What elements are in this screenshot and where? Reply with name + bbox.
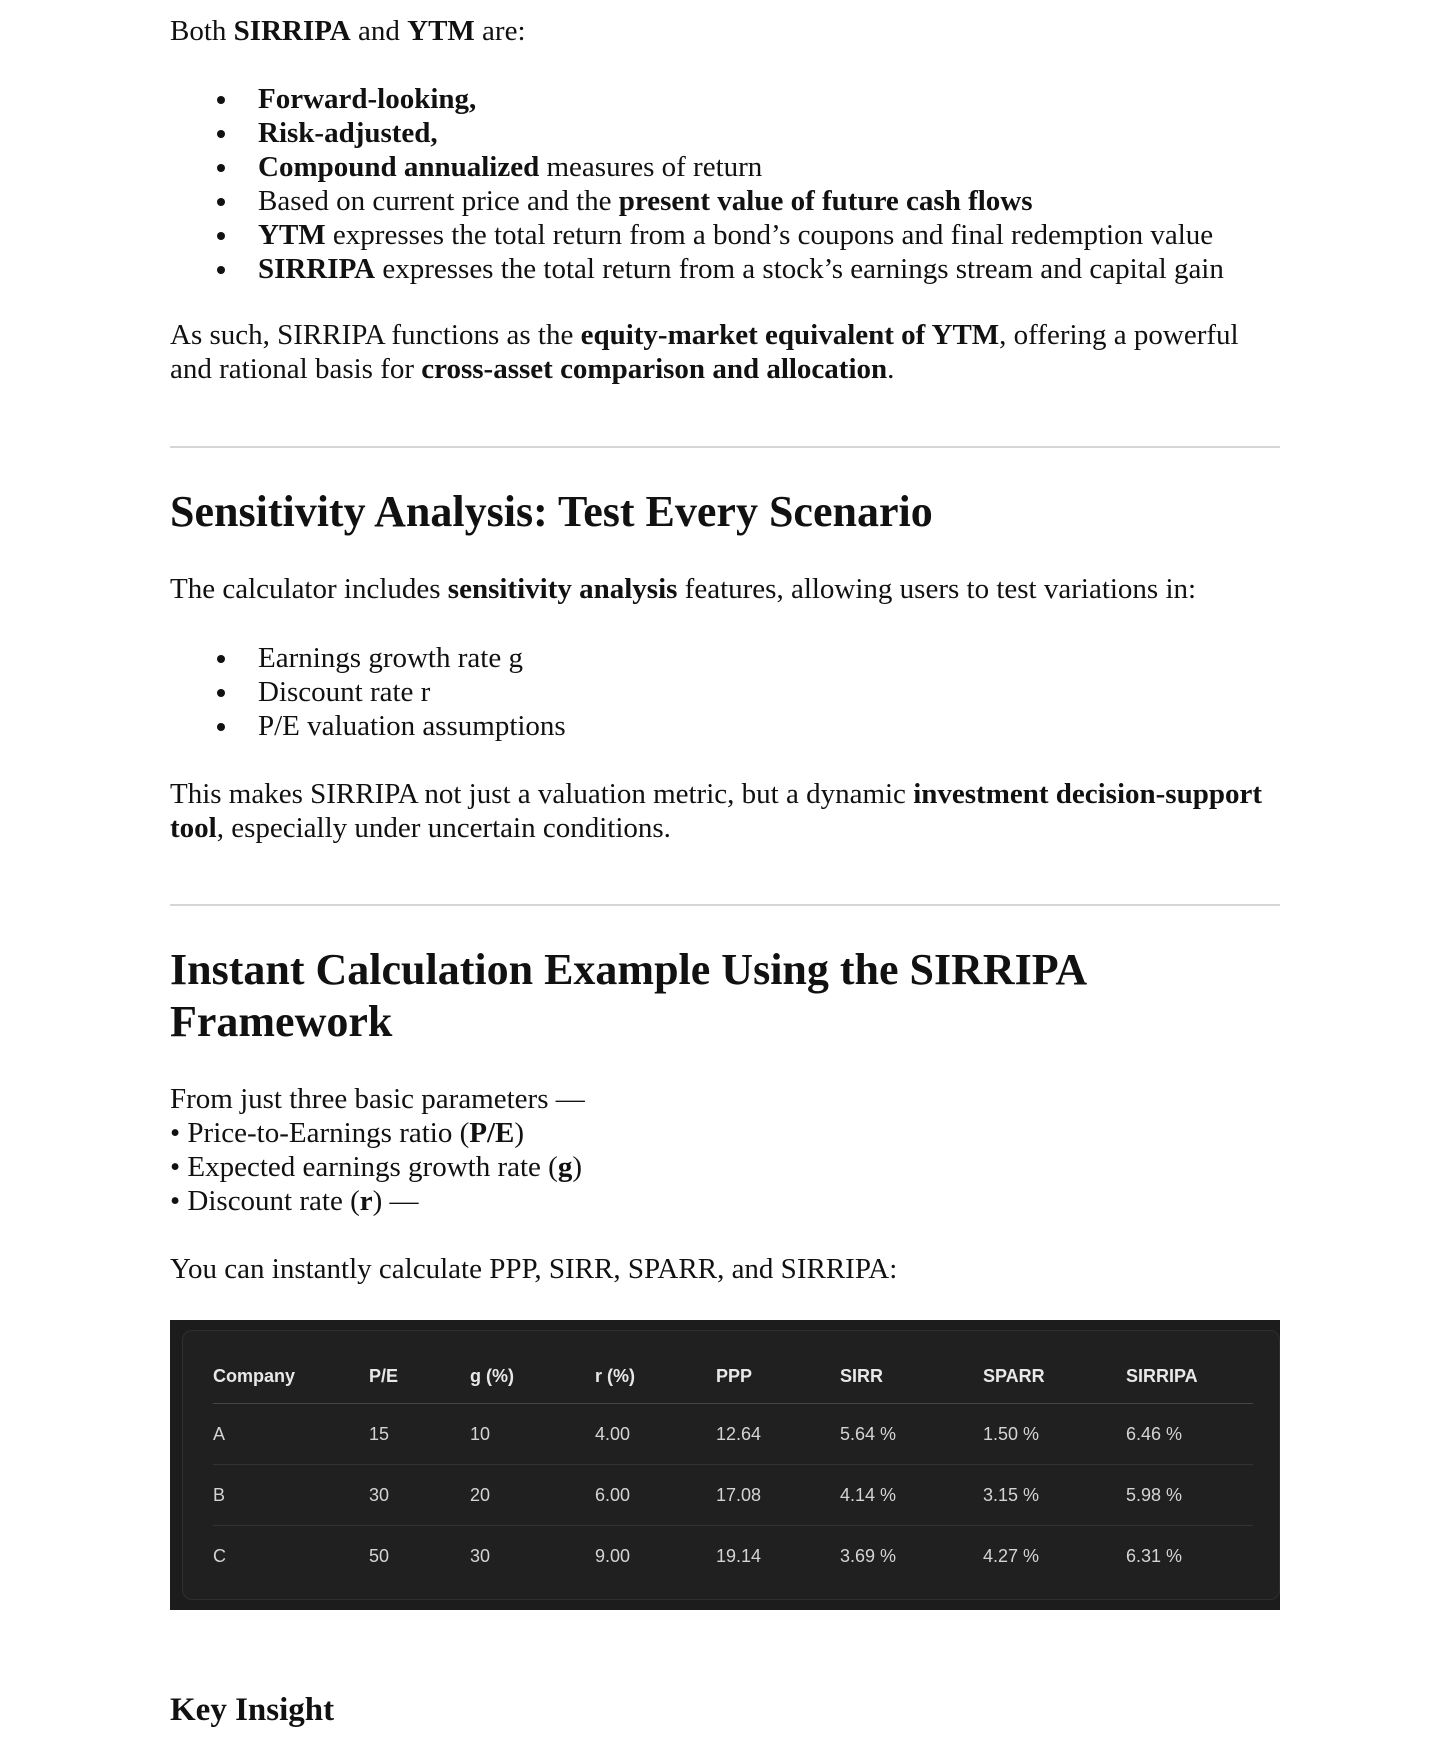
parameter-r: [170, 1184, 1280, 1218]
equivalence-paragraph: [170, 318, 1280, 386]
cell-r: 9.00: [595, 1545, 631, 1566]
calculate-line: You can instantly calculate PPP, SIRR, SPARR, and SIRRIPA:: [170, 1253, 898, 1285]
bullet-text: expresses the total return from a bond’s coupons and final redemption value: [325, 219, 1214, 251]
bullet-bold: Risk-adjusted,: [258, 117, 438, 149]
table-row: [213, 1404, 1253, 1465]
bullet-bold: Compound annualized: [258, 151, 540, 183]
bullet-bold: SIRRIPA: [258, 253, 376, 285]
cell-sparr: 4.27 %: [983, 1545, 1040, 1566]
list-item: Earnings growth rate g: [170, 641, 1280, 675]
intro-sirripa: SIRRIPA: [233, 15, 351, 47]
table-header-row: [213, 1349, 1253, 1404]
parameter-g: [170, 1150, 1280, 1184]
cell-pe: 30: [369, 1465, 470, 1526]
list-item: [170, 150, 1280, 184]
cell-sirripa: 6.31 %: [1126, 1545, 1183, 1566]
bullet-bold: YTM: [258, 219, 326, 251]
para-text: .: [887, 353, 895, 385]
cell-pe: 50: [369, 1545, 390, 1566]
intro-and: and: [350, 15, 408, 47]
cell-sirr: 3.69 %: [840, 1545, 897, 1566]
section-title-sensitivity: Sensitivity Analysis: Test Every Scenario: [170, 487, 933, 536]
para-bold: equity-market equivalent of YTM: [580, 319, 1000, 351]
para-bold: cross-asset comparison and allocation: [421, 353, 888, 385]
cell-ppp: 12.64: [716, 1404, 840, 1465]
bullet-text: expresses the total return from a stock’s earnings stream and capital gain: [375, 253, 1224, 285]
para-text: , offering a powerful and rational basis for: [170, 319, 1239, 385]
column-header-r: r (%): [595, 1349, 716, 1404]
para-text: The calculator includes: [170, 573, 448, 605]
para-text: , especially under uncertain conditions.: [216, 812, 671, 844]
column-header-g: g (%): [470, 1349, 595, 1404]
column-header-pe: P/E: [369, 1349, 470, 1404]
bullet-text: Based on current price and the: [258, 185, 619, 217]
list-item: [170, 116, 1280, 150]
table-row: [213, 1465, 1253, 1526]
results-table-panel: [170, 1320, 1280, 1610]
key-insight-heading: Key Insight: [170, 1692, 335, 1728]
cell-g: 20: [470, 1465, 595, 1526]
parameters-lead: From just three basic parameters —: [170, 1083, 585, 1115]
table-row: [213, 1526, 1253, 1587]
intro-suffix: are:: [474, 15, 526, 47]
decision-tool-paragraph: [170, 777, 1280, 845]
cell-r: 6.00: [595, 1465, 716, 1526]
section-divider: [170, 446, 1280, 448]
parameter-pe: [170, 1116, 1280, 1150]
param-bold: r: [359, 1185, 373, 1217]
column-header-sparr: SPARR: [983, 1349, 1126, 1404]
cell-ppp: 17.08: [716, 1465, 840, 1526]
cell-sparr: 1.50 %: [983, 1404, 1126, 1465]
param-text: • Price-to-Earnings ratio (: [170, 1117, 470, 1149]
column-header-company: Company: [213, 1349, 369, 1404]
cell-company: A: [213, 1404, 369, 1465]
parameters-block: [170, 1082, 1280, 1218]
cell-r: 4.00: [595, 1404, 716, 1465]
cell-sparr: 3.15 %: [983, 1465, 1126, 1526]
param-text: ) —: [372, 1185, 419, 1217]
sensitivity-intro: [170, 572, 1280, 606]
param-bold: g: [557, 1151, 573, 1183]
cell-company: B: [213, 1465, 369, 1526]
cell-g: 30: [470, 1545, 491, 1566]
intro-prefix: Both: [170, 15, 234, 47]
column-header-sirripa: SIRRIPA: [1126, 1349, 1253, 1404]
cell-sirr: 4.14 %: [840, 1465, 983, 1526]
cell-sirripa: 6.46 %: [1126, 1404, 1253, 1465]
results-table: [213, 1349, 1253, 1586]
param-text: ): [572, 1151, 582, 1183]
intro-line: [170, 14, 1280, 48]
cell-company: C: [213, 1545, 226, 1566]
cell-g: 10: [470, 1404, 595, 1465]
bullet-text: measures of return: [539, 151, 763, 183]
cell-sirripa: 5.98 %: [1126, 1465, 1253, 1526]
column-header-ppp: PPP: [716, 1349, 840, 1404]
list-item: P/E valuation assumptions: [170, 709, 1280, 743]
cell-sirr: 5.64 %: [840, 1404, 983, 1465]
bullet-bold: Forward-looking,: [258, 83, 477, 115]
list-item: [170, 82, 1280, 116]
column-header-sirr: SIRR: [840, 1349, 983, 1404]
list-item: [170, 218, 1280, 252]
param-bold: P/E: [469, 1117, 515, 1149]
para-bold: investment decision-support tool: [170, 778, 1263, 844]
section-divider: [170, 904, 1280, 906]
cell-pe: 15: [369, 1404, 470, 1465]
param-text: • Expected earnings growth rate (: [170, 1151, 558, 1183]
para-text: This makes SIRRIPA not just a valuation metric, but a dynamic: [170, 778, 914, 810]
list-item: Discount rate r: [170, 675, 1280, 709]
sensitivity-list: [170, 641, 1280, 743]
para-text: As such, SIRRIPA functions as the: [170, 319, 581, 351]
para-bold: sensitivity analysis: [447, 573, 678, 605]
para-text: features, allowing users to test variations in:: [677, 573, 1197, 605]
param-text: ): [514, 1117, 525, 1149]
properties-list: [170, 82, 1280, 286]
param-text: • Discount rate (: [170, 1185, 360, 1217]
list-item: [170, 252, 1280, 286]
intro-ytm: YTM: [407, 15, 475, 47]
section-title-calculation: Instant Calculation Example Using the SIRRIPA Framework: [170, 945, 1085, 1046]
cell-ppp: 19.14: [716, 1545, 762, 1566]
results-table-card: [182, 1330, 1280, 1600]
list-item: [170, 184, 1280, 218]
bullet-bold: present value of future cash flows: [618, 185, 1033, 217]
